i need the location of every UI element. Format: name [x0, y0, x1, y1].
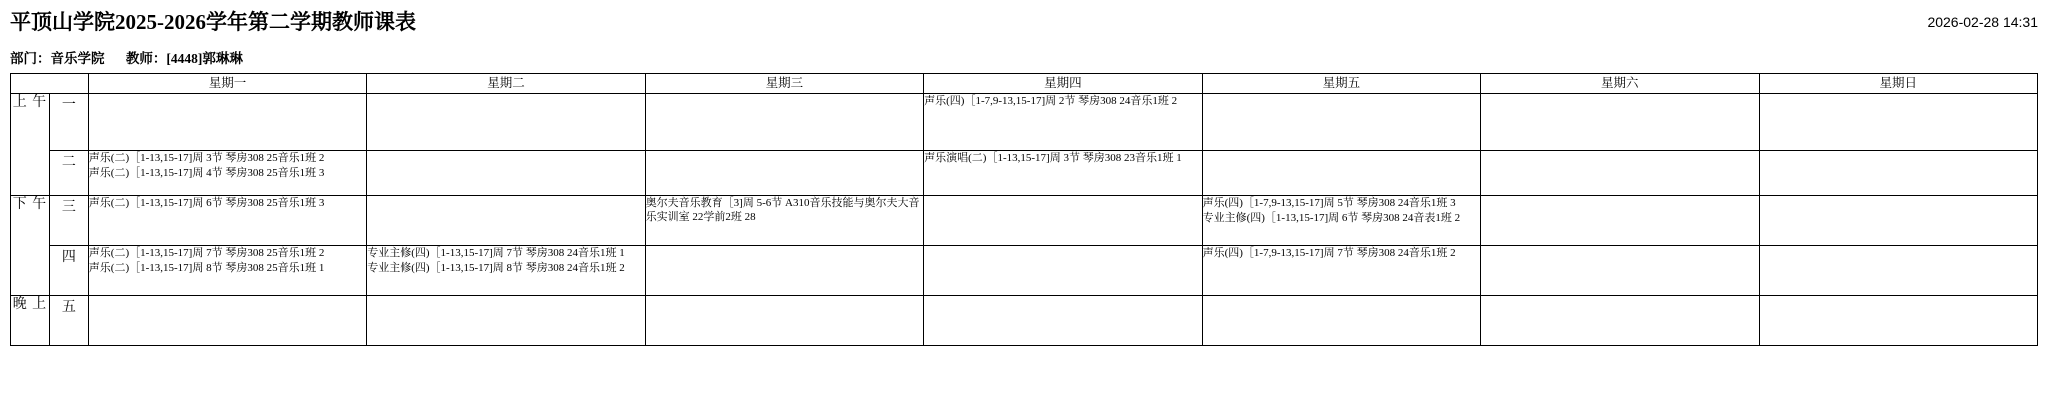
table-row	[11, 151, 2038, 196]
cell-thu-3[interactable]	[924, 196, 1202, 246]
cell-mon-2[interactable]	[88, 151, 366, 196]
course-entry: 声乐(四)［1-7,9-13,15-17]周 2节 琴房308 24音乐1班 2	[924, 95, 1178, 107]
cell-sat-3[interactable]	[1481, 196, 1759, 246]
cell-thu-2[interactable]	[924, 151, 1202, 196]
table-row	[11, 94, 2038, 151]
cell-fri-3[interactable]	[1202, 196, 1480, 246]
cell-mon-5[interactable]	[88, 296, 366, 346]
cell-wed-5[interactable]	[645, 296, 923, 346]
corner-cell	[11, 74, 89, 94]
department-label: 部门：音乐学院	[10, 51, 105, 66]
course-entry: 专业主修(四)［1-13,15-17]周 7节 琴房308 24音乐1班 1	[367, 247, 625, 259]
column-header-thu: 星期四	[924, 74, 1202, 94]
cell-tue-4[interactable]	[367, 246, 645, 296]
column-header-sat: 星期六	[1481, 74, 1759, 94]
course-entry: 声乐(二)［1-13,15-17]周 6节 琴房308 25音乐1班 3	[88, 197, 325, 209]
table-header-row	[11, 74, 2038, 94]
period-label-4: 四	[49, 246, 88, 296]
column-header-sun: 星期日	[1759, 74, 2038, 94]
period-label-5: 五	[49, 296, 88, 346]
schedule-table	[10, 73, 2038, 346]
course-entry: 声乐演唱(二)［1-13,15-17]周 3节 琴房308 23音乐1班 1	[924, 152, 1182, 164]
course-entry: 声乐(四)［1-7,9-13,15-17]周 7节 琴房308 24音乐1班 2	[1202, 247, 1456, 259]
column-header-wed: 星期三	[645, 74, 923, 94]
cell-wed-3[interactable]	[645, 196, 923, 246]
course-entry: 专业主修(四)［1-13,15-17]周 8节 琴房308 24音乐1班 2	[367, 262, 625, 275]
page-header	[10, 0, 2038, 36]
segment-label-afternoon: 下 午	[11, 196, 50, 296]
cell-tue-1[interactable]	[367, 94, 645, 151]
cell-sat-4[interactable]	[1481, 246, 1759, 296]
column-header-tue: 星期二	[367, 74, 645, 94]
course-entry: 声乐(四)［1-7,9-13,15-17]周 5节 琴房308 24音乐1班 3	[1202, 197, 1456, 209]
cell-sun-2[interactable]	[1759, 151, 2038, 196]
cell-fri-1[interactable]	[1202, 94, 1480, 151]
cell-wed-2[interactable]	[645, 151, 923, 196]
page-title: 平顶山学院2025-2026学年第二学期教师课表	[10, 10, 416, 34]
generated-datetime: 2026-02-28 14:31	[1927, 14, 2038, 30]
table-row	[11, 296, 2038, 346]
cell-thu-5[interactable]	[924, 296, 1202, 346]
period-label-1: 一	[49, 94, 88, 151]
subheader	[10, 47, 2038, 67]
column-header-fri: 星期五	[1202, 74, 1480, 94]
period-label-3: 三	[49, 196, 88, 246]
cell-mon-4[interactable]	[88, 246, 366, 296]
table-row	[11, 246, 2038, 296]
cell-sun-1[interactable]	[1759, 94, 2038, 151]
cell-fri-2[interactable]	[1202, 151, 1480, 196]
cell-sun-4[interactable]	[1759, 246, 2038, 296]
cell-thu-4[interactable]	[924, 246, 1202, 296]
course-entry: 声乐(二)［1-13,15-17]周 7节 琴房308 25音乐1班 2	[88, 247, 325, 259]
cell-sat-5[interactable]	[1481, 296, 1759, 346]
cell-tue-2[interactable]	[367, 151, 645, 196]
table-row	[11, 196, 2038, 246]
cell-thu-1[interactable]	[924, 94, 1202, 151]
course-entry: 奥尔夫音乐教育［3]周 5-6节 A310音乐技能与奥尔夫大音乐实训室 22学前2班 28	[645, 197, 920, 224]
cell-wed-4[interactable]	[645, 246, 923, 296]
segment-label-evening: 晚 上	[11, 296, 50, 346]
cell-sat-1[interactable]	[1481, 94, 1759, 151]
cell-fri-5[interactable]	[1202, 296, 1480, 346]
cell-mon-3[interactable]	[88, 196, 366, 246]
cell-sun-5[interactable]	[1759, 296, 2038, 346]
segment-label-morning: 上 午	[11, 94, 50, 196]
column-header-mon: 星期一	[88, 74, 366, 94]
cell-sun-3[interactable]	[1759, 196, 2038, 246]
cell-fri-4[interactable]	[1202, 246, 1480, 296]
course-entry: 声乐(二)［1-13,15-17]周 3节 琴房308 25音乐1班 2	[88, 152, 325, 164]
course-entry: 声乐(二)［1-13,15-17]周 4节 琴房308 25音乐1班 3	[88, 167, 325, 180]
cell-tue-5[interactable]	[367, 296, 645, 346]
cell-wed-1[interactable]	[645, 94, 923, 151]
course-entry: 专业主修(四)［1-13,15-17]周 6节 琴房308 24音表1班 2	[1202, 212, 1461, 225]
teacher-label: 教师：[4448]郭琳琳	[125, 51, 243, 66]
cell-mon-1[interactable]	[88, 94, 366, 151]
period-label-2: 二	[49, 151, 88, 196]
cell-sat-2[interactable]	[1481, 151, 1759, 196]
course-entry: 声乐(二)［1-13,15-17]周 8节 琴房308 25音乐1班 1	[88, 262, 325, 275]
cell-tue-3[interactable]	[367, 196, 645, 246]
